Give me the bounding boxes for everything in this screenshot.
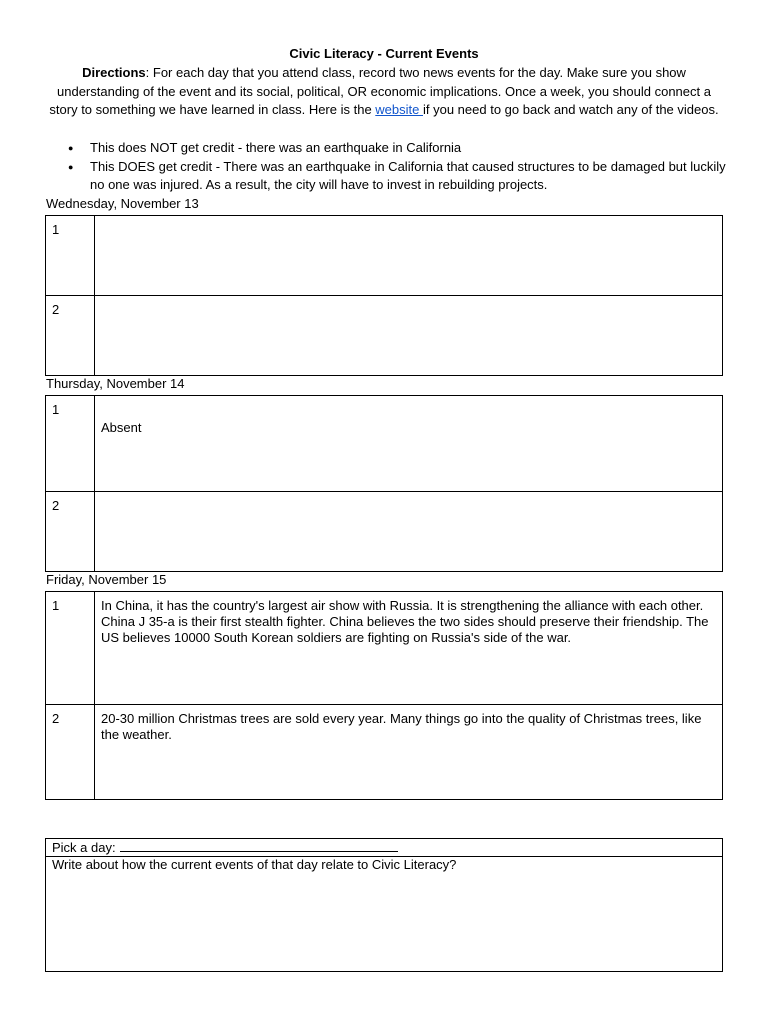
example-list (90, 139, 730, 195)
reflection-box (45, 838, 723, 972)
entry-number: 2 (46, 492, 95, 572)
day-table-wednesday (45, 215, 723, 376)
pick-day-label: Pick a day: (52, 840, 116, 855)
day-table-friday (45, 591, 723, 800)
entry-number: 1 (46, 216, 95, 296)
table-row (46, 705, 723, 800)
day-label-thursday: Thursday, November 14 (46, 376, 185, 391)
pick-day-blank[interactable] (120, 840, 398, 852)
table-row (46, 396, 723, 492)
directions-text-end: if you need to go back and watch any of the videos. (423, 102, 719, 118)
entry-cell[interactable] (95, 396, 723, 492)
website-link[interactable]: website (375, 102, 423, 118)
entry-text[interactable] (95, 492, 723, 572)
entry-text[interactable]: In China, it has the country's largest air show with Russia. It is strengthening the alliance with each other. China J 35-a is their first stealth fighter. China believes the two sides should preserve their friendship. The US believes 10000 South Korean soldiers are fighting on Russia's side of the war. (95, 592, 723, 705)
entry-text[interactable] (95, 216, 723, 296)
day-label-friday: Friday, November 15 (46, 572, 167, 587)
entry-text: Absent (101, 420, 142, 435)
entry-text[interactable] (95, 296, 723, 376)
table-row (46, 592, 723, 705)
table-row (46, 216, 723, 296)
table-row (46, 296, 723, 376)
entry-number: 2 (46, 296, 95, 376)
example-no-credit: ● This does NOT get credit - there was an earthquake in California (90, 139, 730, 158)
directions-text: : For each day that you attend class, record two news events for the day. Make sure you show understanding of the event and its social, political, OR economic implications. Once a week, you should connect a story to something we have learned in class. Here is the (49, 65, 711, 118)
example-credit: ● This DOES get credit - There was an earthquake in California that caused structures to be damaged but luckily no one was injured. As a result, the city will have to invest in rebuilding projects. (90, 158, 730, 195)
reflection-prompt[interactable]: Write about how the current events of that day relate to Civic Literacy? (52, 857, 457, 872)
day-table-thursday (45, 395, 723, 572)
directions-label: Directions (82, 65, 146, 80)
directions-paragraph (46, 64, 722, 120)
entry-text[interactable]: 20-30 million Christmas trees are sold every year. Many things go into the quality of Christmas trees, like the weather. (95, 705, 723, 800)
pick-day-row[interactable] (46, 839, 722, 857)
entry-number: 1 (46, 396, 95, 492)
entry-number: 2 (46, 705, 95, 800)
page-title: Civic Literacy - Current Events (289, 46, 479, 61)
entry-number: 1 (46, 592, 95, 705)
day-label-wednesday: Wednesday, November 13 (46, 196, 199, 211)
table-row (46, 492, 723, 572)
